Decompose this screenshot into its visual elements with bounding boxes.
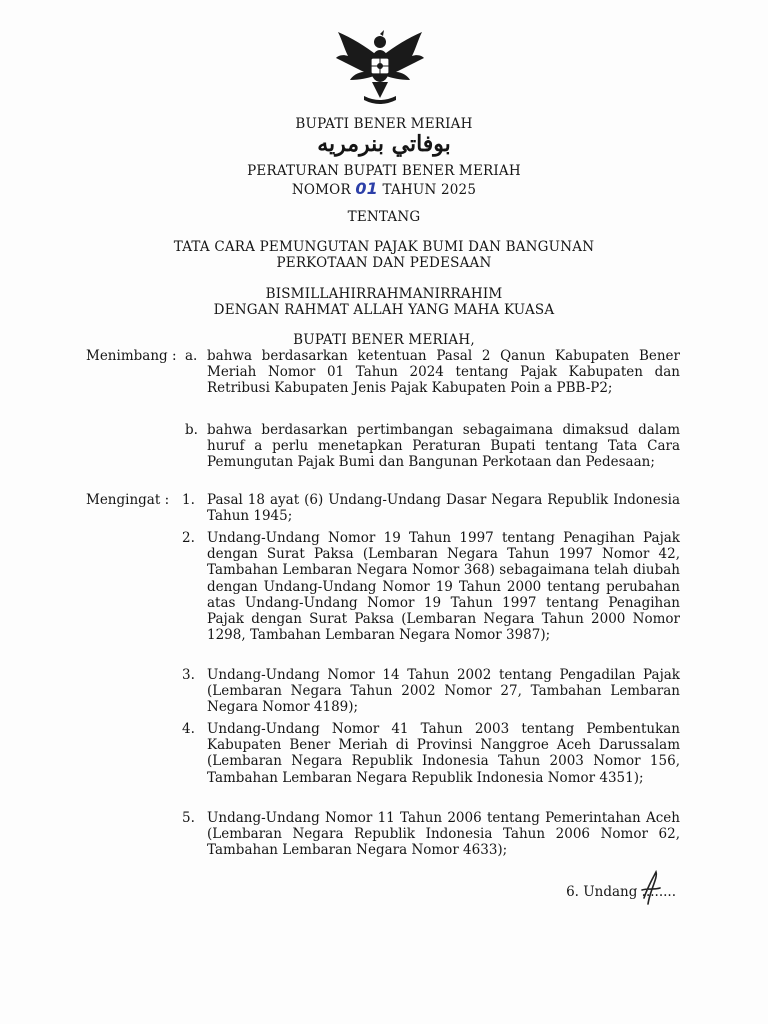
menimbang-label: Menimbang : xyxy=(86,348,177,364)
signature-initial-icon xyxy=(636,868,666,908)
mengingat-marker-3: 3. xyxy=(182,667,195,683)
garuda-emblem-icon xyxy=(330,26,430,108)
subject-line-2: PERKOTAAN DAN PEDESAAN xyxy=(276,255,492,271)
header-title: BUPATI BENER MERIAH xyxy=(295,116,473,132)
subject-line-1: TATA CARA PEMUNGUTAN PAJAK BUMI DAN BANGUNAN xyxy=(173,239,595,255)
bismillah-line: BISMILLAHIRRAHMANIRRAHIM xyxy=(265,286,503,302)
mengingat-item-4: Undang-Undang Nomor 41 Tahun 2003 tentang Pembentukan Kabupaten Bener Meriah di Provinsi Nanggroe Aceh Darussalam (Lembaran Negara Republik Indonesia Tahun 2003 Nomor 156, Tambahan Lembaran Negara Republik Indonesia Nomor 4351); xyxy=(207,721,680,786)
mengingat-marker-5: 5. xyxy=(182,810,195,826)
nomor-label: NOMOR xyxy=(291,182,351,198)
mengingat-marker-1: 1. xyxy=(182,492,195,508)
rahmat-line: DENGAN RAHMAT ALLAH YANG MAHA KUASA xyxy=(213,302,555,318)
mengingat-label: Mengingat : xyxy=(86,492,170,508)
nomor-value: 01 xyxy=(355,179,378,198)
mengingat-marker-4: 4. xyxy=(182,721,195,737)
continuation-note: 6. Undang ........ xyxy=(566,884,676,900)
regulation-line: PERATURAN BUPATI BENER MERIAH xyxy=(247,163,521,179)
mengingat-item-1: Pasal 18 ayat (6) Undang-Undang Dasar Negara Republik Indonesia Tahun 1945; xyxy=(207,492,680,525)
mengingat-item-5: Undang-Undang Nomor 11 Tahun 2006 tentang Pemerintahan Aceh (Lembaran Negara Republik Indonesia Tahun 2006 Nomor 62, Tambahan Lembaran Negara Nomor 4633); xyxy=(207,810,680,859)
nomor-line xyxy=(0,179,768,198)
menimbang-marker-a: a. xyxy=(185,348,198,364)
mengingat-item-2: Undang-Undang Nomor 19 Tahun 1997 tentang Penagihan Pajak dengan Surat Paksa (Lembaran Negara Tahun 1997 Nomor 42, Tambahan Lembaran Negara Nomor 368) sebagaimana telah diubah dengan Undang-Undang Nomor 19 Tahun 2000 tentang perubahan atas Undang-Undang Nomor 19 Tahun 1997 tentang Penagihan Pajak dengan Surat Paksa (Lembaran Negara Tahun 2000 Nomor 1298, Tambahan Lembaran Negara Nomor 3987); xyxy=(207,530,680,644)
tentang-heading: TENTANG xyxy=(347,209,421,225)
mengingat-marker-2: 2. xyxy=(182,530,195,546)
bupati-line: BUPATI BENER MERIAH, xyxy=(293,332,475,348)
menimbang-item-b: bahwa berdasarkan pertimbangan sebagaimana dimaksud dalam huruf a perlu menetapkan Peraturan Bupati tentang Tata Cara Pemungutan Pajak Bumi dan Bangunan Perkotaan dan Pedesaan; xyxy=(207,422,680,471)
mengingat-item-3: Undang-Undang Nomor 14 Tahun 2002 tentang Pengadilan Pajak (Lembaran Negara Tahun 2002 Nomor 27, Tambahan Lembaran Negara Nomor 4189); xyxy=(207,667,680,716)
header-arabic-title: بوفاتي بنرمريه xyxy=(317,131,451,157)
tahun-label: TAHUN 2025 xyxy=(382,182,477,198)
menimbang-marker-b: b. xyxy=(185,422,198,438)
menimbang-item-a: bahwa berdasarkan ketentuan Pasal 2 Qanun Kabupaten Bener Meriah Nomor 01 Tahun 2024 tentang Pajak Kabupaten dan Retribusi Kabupaten Jenis Pajak Kabupaten Poin a PBB-P2; xyxy=(207,348,680,397)
